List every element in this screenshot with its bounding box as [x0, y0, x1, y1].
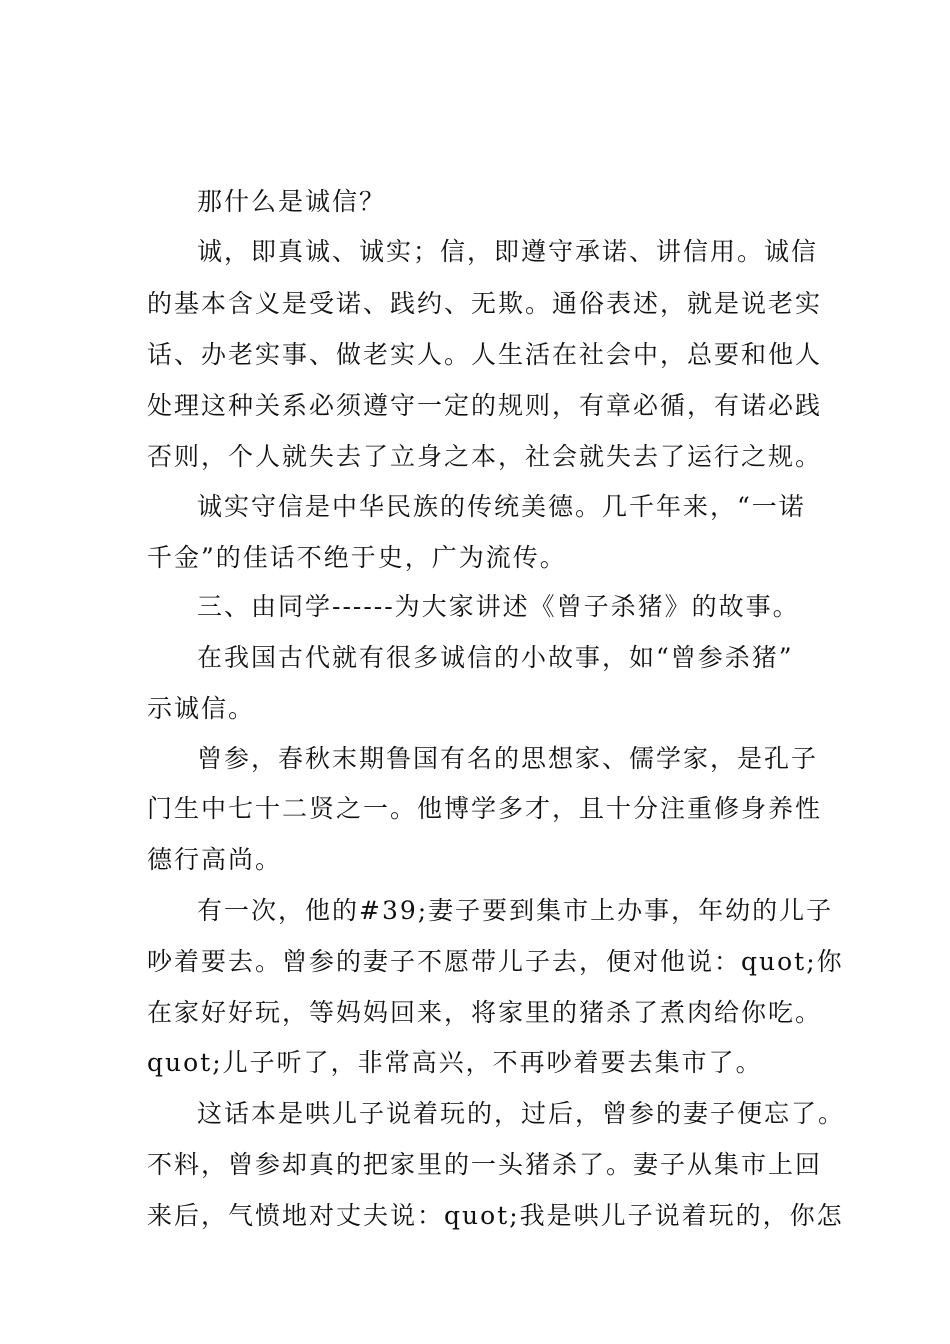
text-line: 在家好好玩，等妈妈回来，将家里的猪杀了煮肉给你吃。 — [147, 998, 823, 1027]
text-line: 曾参，春秋末期鲁国有名的思想家、儒学家，是孔子 — [197, 744, 819, 773]
text-line: 那什么是诚信？ — [197, 187, 387, 216]
section-heading: 三、由同学------为大家讲述《曾子杀猪》的故事。 — [197, 592, 800, 621]
text-line: 在我国古代就有很多诚信的小故事，如“曾参杀猪” — [197, 643, 794, 672]
text-line: 门生中七十二贤之一。他博学多才，且十分注重修身养性 — [147, 794, 823, 823]
text-line: 的基本含义是受诺、践约、无欺。通俗表述，就是说老实 — [147, 289, 823, 318]
text-line: 诚实守信是中华民族的传统美德。几千年来，“一诺 — [197, 492, 806, 521]
text-line: 话、办老实事、做老实人。人生活在社会中，总要和他人 — [147, 340, 823, 369]
text-line: 德行高尚。 — [147, 845, 283, 874]
text-line: 有一次，他的#39;妻子要到集市上办事，年幼的儿子 — [197, 896, 834, 925]
text-line: 这话本是哄儿子说着玩的，过后，曾参的妻子便忘了。 — [197, 1099, 846, 1128]
text-line: 来后，气愤地对丈夫说：quot;我是哄儿子说着玩的，你怎 — [147, 1201, 844, 1230]
text-line: 否则，个人就失去了立身之本，社会就失去了运行之规。 — [147, 442, 823, 471]
text-line: 诚，即真诚、诚实；信，即遵守承诺、讲信用。诚信 — [197, 237, 819, 266]
text-line: 千金”的佳话不绝于史，广为流传。 — [147, 543, 567, 572]
text-line: 处理这种关系必须遵守一定的规则，有章必循，有诺必践 — [147, 391, 823, 420]
text-line: 吵着要去。曾参的妻子不愿带儿子去，便对他说：quot;你 — [147, 947, 844, 976]
text-line: 不料，曾参却真的把家里的一头猪杀了。妻子从集市上回 — [147, 1150, 823, 1179]
text-line: 示诚信。 — [147, 694, 256, 723]
text-line: quot;儿子听了，非常高兴，不再吵着要去集市了。 — [147, 1048, 763, 1077]
